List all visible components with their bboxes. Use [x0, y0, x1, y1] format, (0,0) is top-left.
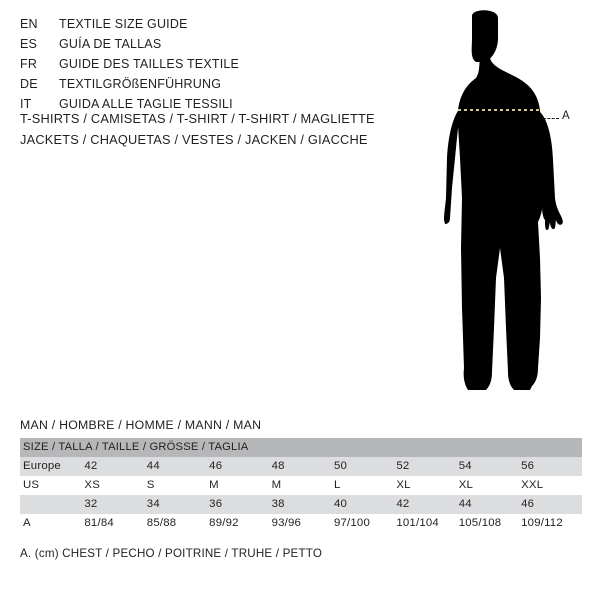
table-footnote: A. (cm) CHEST / PECHO / POITRINE / TRUHE / PETTO [20, 547, 323, 560]
table-cell: 50 [332, 457, 394, 476]
table-cell: 36 [207, 495, 269, 514]
table-cell: XXL [519, 476, 582, 495]
language-code: DE [20, 77, 38, 91]
table-row [20, 476, 582, 495]
table-header-row [20, 438, 582, 457]
size-table [20, 438, 582, 533]
table-cell: 81/84 [82, 514, 144, 533]
language-code: EN [20, 17, 38, 31]
table-cell: 93/96 [270, 514, 332, 533]
language-row [20, 54, 400, 74]
table-cell: 97/100 [332, 514, 394, 533]
table-cell: 42 [82, 457, 144, 476]
table-cell: 32 [82, 495, 144, 514]
table-cell: S [145, 476, 207, 495]
table-cell: 34 [145, 495, 207, 514]
language-text: TEXTILGRÖßENFÜHRUNG [59, 77, 222, 91]
measure-label-a: A [562, 110, 570, 122]
table-row [20, 514, 582, 533]
table-cell: 42 [394, 495, 456, 514]
garment-categories [20, 108, 420, 150]
table-row [20, 457, 582, 476]
table-cell: 46 [207, 457, 269, 476]
table-cell: 56 [519, 457, 582, 476]
table-cell: XL [457, 476, 519, 495]
body-figure [410, 8, 600, 408]
row-label: A [20, 514, 82, 533]
table-cell: 52 [394, 457, 456, 476]
table-cell: 38 [270, 495, 332, 514]
language-row [20, 34, 400, 54]
male-silhouette-icon [410, 8, 600, 408]
language-code: FR [20, 57, 38, 71]
row-label [20, 495, 82, 514]
language-row [20, 74, 400, 94]
category-tshirts: T-SHIRTS / CAMISETAS / T-SHIRT / T-SHIRT / MAGLIETTE [20, 111, 375, 126]
table-cell: 46 [519, 495, 582, 514]
table-cell: M [270, 476, 332, 495]
table-cell: 44 [145, 457, 207, 476]
table-cell: 109/112 [519, 514, 582, 533]
row-label: US [20, 476, 82, 495]
table-cell: 40 [332, 495, 394, 514]
language-code: ES [20, 37, 38, 51]
language-list [20, 14, 400, 114]
size-table-area [20, 418, 582, 560]
table-cell: 89/92 [207, 514, 269, 533]
table-cell: 48 [270, 457, 332, 476]
table-cell: 44 [457, 495, 519, 514]
table-header-label: SIZE / TALLA / TAILLE / GRÖSSE / TAGLIA [20, 438, 582, 457]
table-cell: 85/88 [145, 514, 207, 533]
table-cell: L [332, 476, 394, 495]
language-code: IT [20, 97, 32, 111]
table-cell: 105/108 [457, 514, 519, 533]
table-cell: 54 [457, 457, 519, 476]
language-text: GUIDE DES TAILLES TEXTILE [59, 57, 240, 71]
category-jackets: JACKETS / CHAQUETAS / VESTES / JACKEN / GIACCHE [20, 132, 368, 147]
language-row [20, 14, 400, 34]
table-row [20, 495, 582, 514]
language-text: GUIDA ALLE TAGLIE TESSILI [59, 97, 233, 111]
language-text: TEXTILE SIZE GUIDE [59, 17, 188, 31]
table-cell: XL [394, 476, 456, 495]
table-cell: 101/104 [394, 514, 456, 533]
table-title: MAN / HOMBRE / HOMME / MANN / MAN [20, 418, 262, 432]
table-cell: M [207, 476, 269, 495]
table-cell: XS [82, 476, 144, 495]
measure-leader-line [543, 118, 559, 119]
language-text: GUÍA DE TALLAS [59, 37, 162, 51]
row-label: Europe [20, 457, 82, 476]
